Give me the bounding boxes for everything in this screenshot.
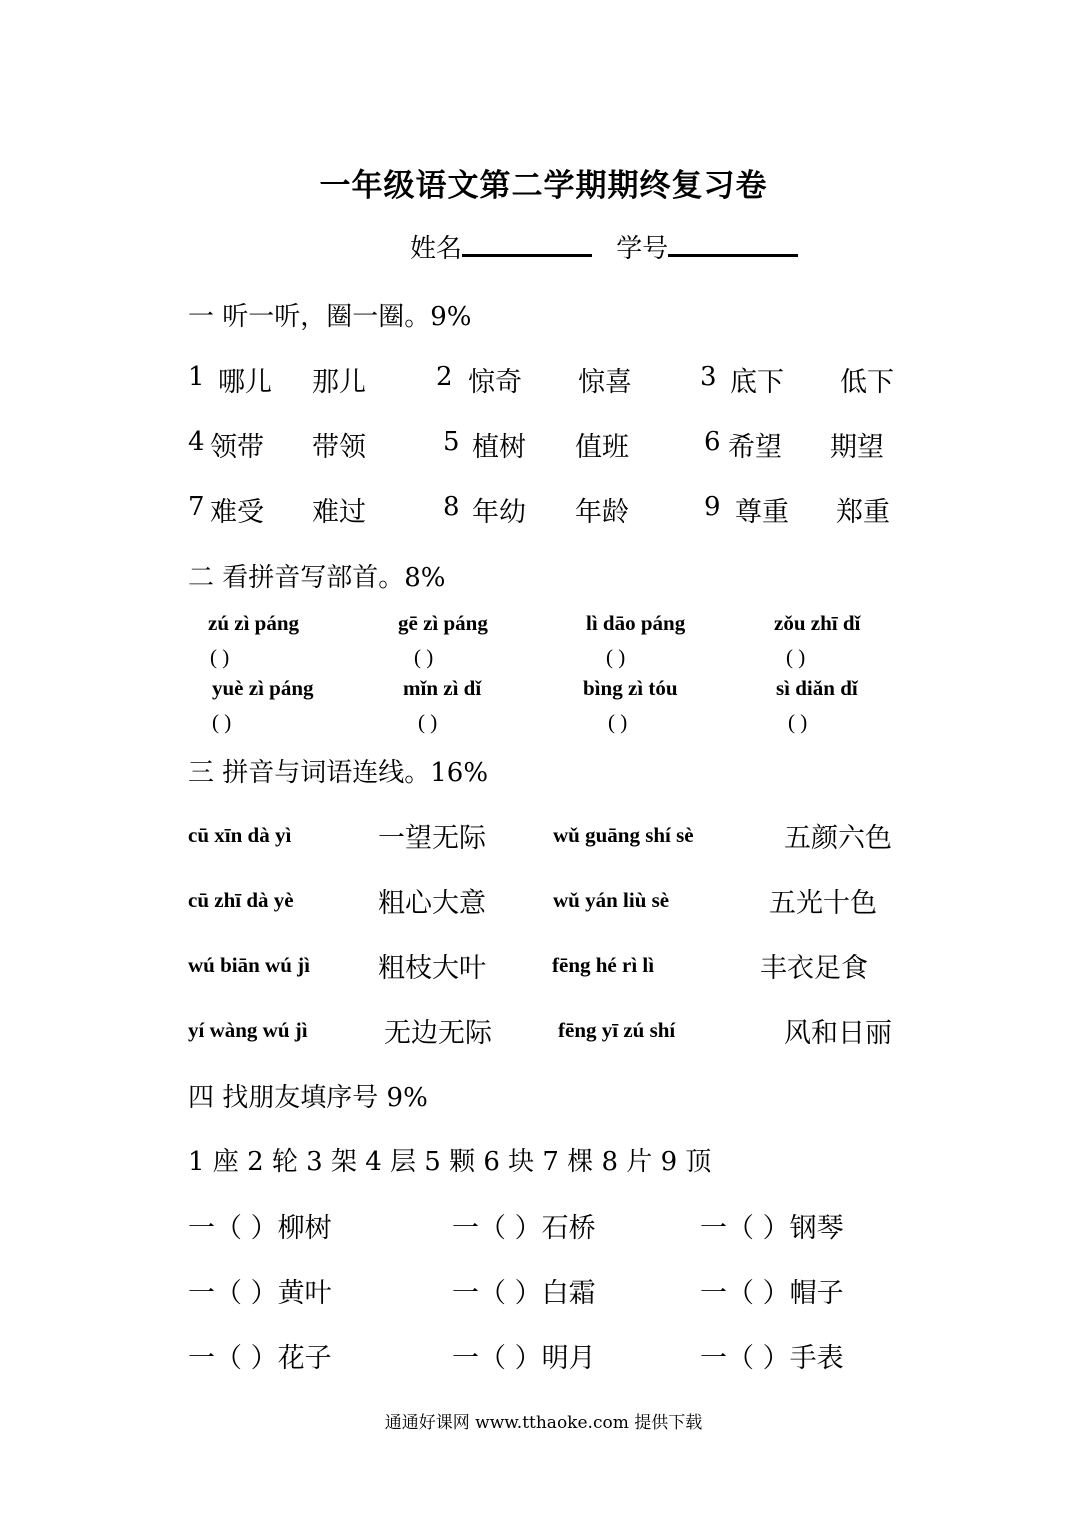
s1-word: 植树: [472, 432, 526, 463]
pinyin-item: fēng yī zú shí: [558, 1018, 676, 1042]
pinyin-item: fēng hé rì lì: [552, 953, 655, 977]
section2-heading: 二 看拼音写部首。8%: [188, 563, 446, 593]
fill-item[interactable]: 一（ ）黄叶: [188, 1278, 332, 1309]
pinyin-item: wú biān wú jì: [188, 953, 310, 977]
pinyin-label: gē zì páng: [398, 611, 488, 635]
idiom-item: 粗心大意: [378, 888, 486, 919]
s1-word: 带领: [312, 432, 366, 463]
s1-word: 年幼: [472, 497, 526, 528]
idiom-item: 无边无际: [384, 1018, 492, 1049]
page-title: 一年级语文第二学期期终复习卷: [319, 168, 768, 204]
s1-word: 惊喜: [578, 367, 632, 398]
fill-item[interactable]: 一（ ）白霜: [452, 1278, 596, 1309]
s1-num: 1: [188, 362, 205, 392]
pinyin-label: zú zì páng: [208, 611, 300, 635]
s1-num: 9: [704, 492, 721, 522]
pinyin-item: cū xīn dà yì: [188, 823, 292, 847]
idiom-item: 风和日丽: [784, 1018, 892, 1049]
name-id-line: [410, 228, 814, 265]
s1-word: 难受: [210, 497, 264, 528]
s1-num: 6: [704, 427, 721, 457]
pinyin-label: yuè zì páng: [212, 676, 314, 700]
answer-paren[interactable]: ( ): [418, 710, 438, 734]
fill-item[interactable]: 一（ ）花子: [188, 1343, 332, 1374]
s1-num: 2: [436, 362, 453, 392]
pinyin-label: mǐn zì dǐ: [403, 676, 482, 700]
s1-word: 低下: [840, 367, 894, 398]
fill-item[interactable]: 一（ ）柳树: [188, 1213, 332, 1244]
pinyin-label: bìng zì tóu: [583, 676, 678, 700]
s1-word: 领带: [210, 432, 264, 463]
name-blank[interactable]: [462, 228, 592, 257]
answer-paren[interactable]: ( ): [788, 710, 808, 734]
answer-paren[interactable]: ( ): [786, 645, 806, 669]
answer-paren[interactable]: ( ): [414, 645, 434, 669]
fill-item[interactable]: 一（ ）石桥: [452, 1213, 596, 1244]
s1-word: 惊奇: [468, 367, 522, 398]
fill-item[interactable]: 一（ ）帽子: [700, 1278, 844, 1309]
s1-word: 年龄: [575, 497, 629, 528]
answer-paren[interactable]: ( ): [606, 645, 626, 669]
s1-num: 4: [188, 427, 205, 457]
fill-item[interactable]: 一（ ）钢琴: [700, 1213, 844, 1244]
s1-word: 难过: [312, 497, 366, 528]
s1-num: 5: [443, 427, 460, 457]
pinyin-label: sì diǎn dǐ: [776, 676, 858, 700]
id-label: 学号: [616, 234, 669, 264]
s1-num: 8: [443, 492, 460, 522]
idiom-item: 一望无际: [378, 823, 486, 854]
idiom-item: 丰衣足食: [760, 953, 868, 984]
name-label: 姓名: [410, 234, 463, 264]
fill-item[interactable]: 一（ ）手表: [700, 1343, 844, 1374]
idiom-item: 粗枝大叶: [378, 953, 486, 984]
s1-word: 哪儿: [218, 367, 272, 398]
s1-word: 郑重: [836, 497, 890, 528]
pinyin-item: yí wàng wú jì: [188, 1018, 308, 1042]
s1-num: 3: [700, 362, 717, 392]
pinyin-item: wǔ yán liù sè: [553, 888, 670, 912]
id-blank[interactable]: [668, 228, 798, 257]
s1-word: 那儿: [312, 367, 366, 398]
s1-word: 希望: [728, 432, 782, 463]
fill-item[interactable]: 一（ ）明月: [452, 1343, 596, 1374]
idiom-item: 五光十色: [769, 888, 877, 919]
section3-heading: 三 拼音与词语连线。16%: [188, 758, 489, 788]
answer-paren[interactable]: ( ): [212, 710, 232, 734]
pinyin-label: lì dāo páng: [586, 611, 686, 635]
s1-word: 值班: [575, 432, 629, 463]
pinyin-label: zǒu zhī dǐ: [774, 611, 861, 635]
answer-paren[interactable]: ( ): [608, 710, 628, 734]
idiom-item: 五颜六色: [784, 823, 892, 854]
measure-word-options: 1 座 2 轮 3 架 4 层 5 颗 6 块 7 棵 8 片 9 顶: [188, 1147, 712, 1177]
s1-word: 期望: [830, 432, 884, 463]
s1-word: 尊重: [735, 497, 789, 528]
s1-num: 7: [188, 492, 205, 522]
pinyin-item: cū zhī dà yè: [188, 888, 294, 912]
pinyin-item: wǔ guāng shí sè: [553, 823, 694, 847]
section1-heading: 一 听一听，圈一圈。9%: [188, 302, 472, 332]
page-footer: 通通好课网 www.tthaoke.com 提供下载: [384, 1413, 703, 1433]
answer-paren[interactable]: ( ): [210, 645, 230, 669]
s1-word: 底下: [730, 367, 784, 398]
section4-heading: 四 找朋友填序号 9%: [188, 1083, 428, 1113]
